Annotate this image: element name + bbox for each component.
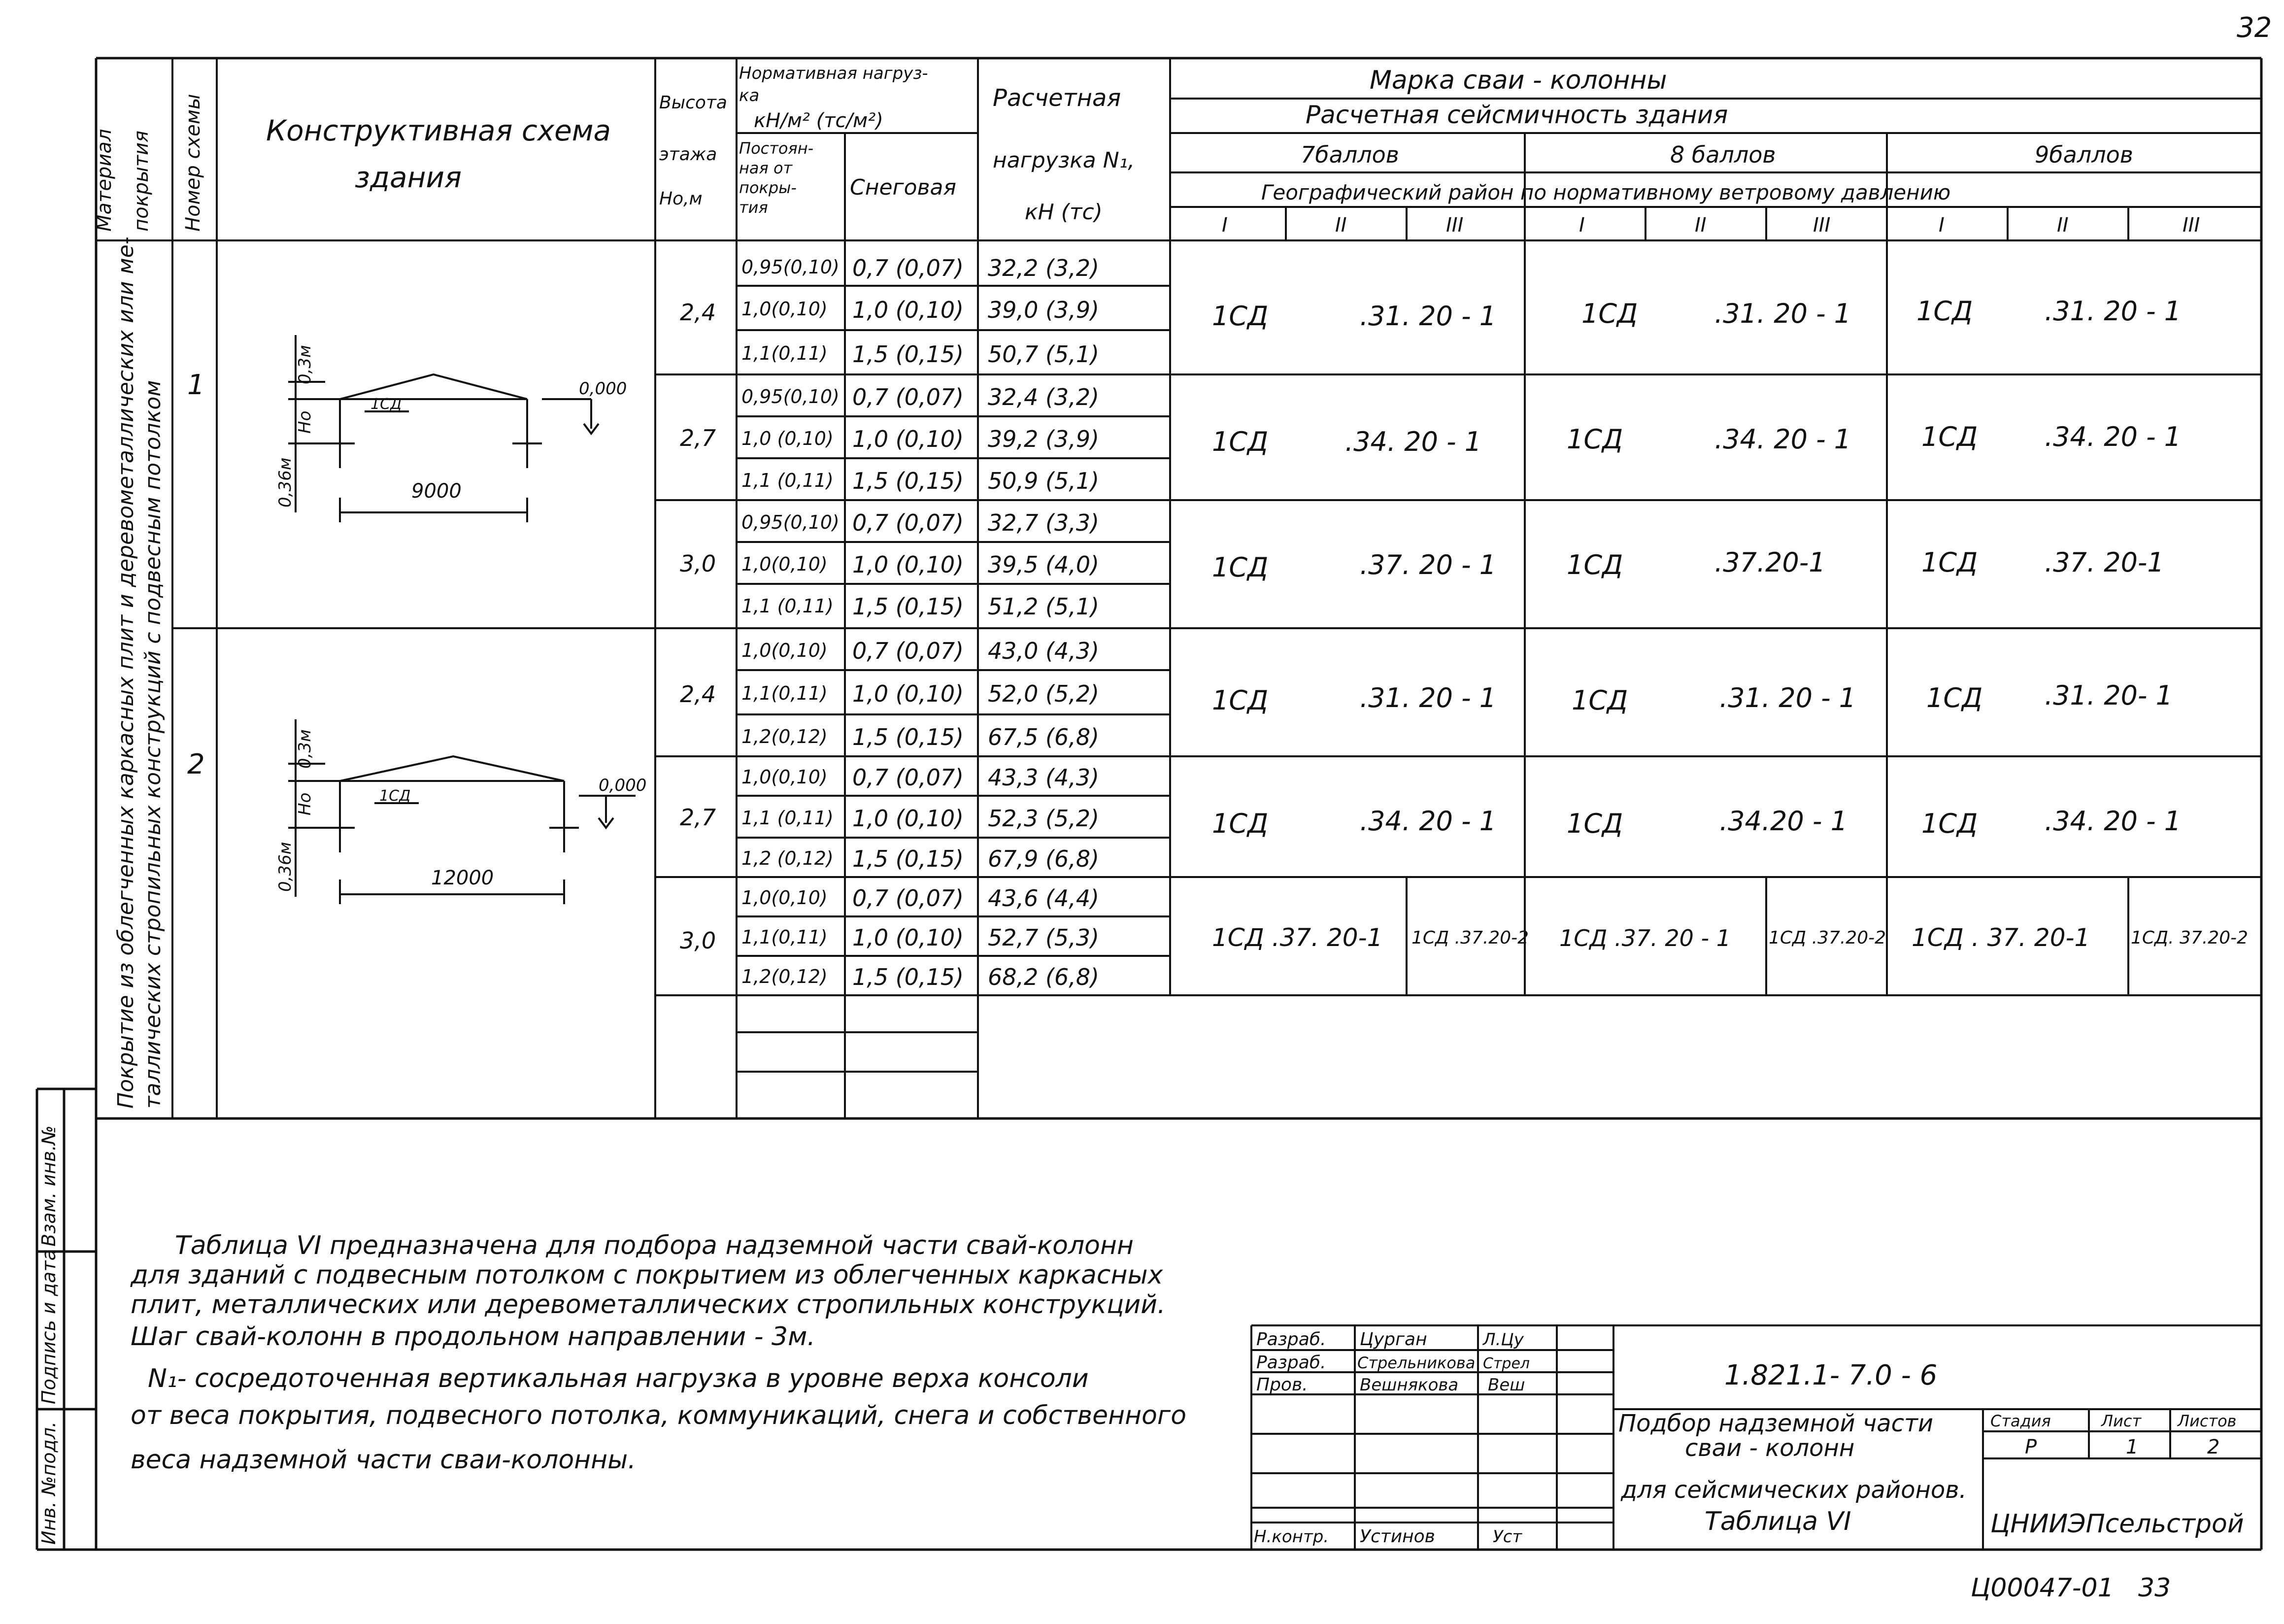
header-wind-region: Географический район по нормативному ветровому давлению bbox=[1261, 180, 1951, 204]
mark-code: .31. 20 - 1 bbox=[1714, 298, 1851, 329]
height-cell: 2,7 bbox=[680, 425, 716, 451]
mark-code: .31. 20- 1 bbox=[2045, 680, 2173, 711]
design-cell: 39,0 (3,9) bbox=[988, 297, 1100, 323]
design-cell: 32,2 (3,2) bbox=[988, 255, 1100, 281]
header-normative-load: Нормативная нагруз- bbox=[739, 64, 928, 83]
design-cell: 52,3 (5,2) bbox=[988, 805, 1100, 832]
snow-cell: 0,7 (0,07) bbox=[852, 885, 964, 912]
note-line: Таблица VI предназначена для подбора надземной части свай-колонн bbox=[175, 1231, 1134, 1260]
side-stamp bbox=[38, 1125, 60, 1545]
snow-cell: 1,5 (0,15) bbox=[852, 341, 964, 368]
perm-cell: 0,95(0,10) bbox=[741, 256, 840, 278]
note-line: веса надземной части сваи-колонны. bbox=[131, 1445, 636, 1475]
mark-split-b: 1СД .37.20-2 bbox=[1769, 928, 1886, 948]
person-name: Стрельникова bbox=[1357, 1353, 1476, 1372]
design-cell: 32,4 (3,2) bbox=[988, 384, 1100, 410]
header-height: Высота bbox=[659, 93, 727, 113]
title-block bbox=[1254, 1329, 2244, 1547]
mark-code: .31. 20 - 1 bbox=[1360, 301, 1497, 332]
doc-title-line: сваи - колонн bbox=[1685, 1434, 1855, 1462]
header-permanent-3: покры- bbox=[739, 178, 797, 197]
snow-cell: 1,0 (0,10) bbox=[852, 680, 964, 707]
height-cell: 2,4 bbox=[680, 681, 716, 708]
person-name: Устинов bbox=[1360, 1526, 1435, 1547]
region-label: III bbox=[2183, 214, 2200, 237]
mark-prefix: 1СД bbox=[1212, 552, 1269, 583]
perm-cell: 1,0(0,10) bbox=[741, 553, 828, 575]
mark-code: .34. 20 - 1 bbox=[2045, 806, 2182, 837]
snow-cell: 1,5 (0,15) bbox=[852, 593, 964, 620]
side-stamp-vzam: Взам. инв.№ bbox=[38, 1125, 60, 1247]
perm-cell: 1,1 (0,11) bbox=[741, 595, 834, 617]
perm-cell: 1,0(0,10) bbox=[741, 298, 828, 320]
mark-prefix: 1СД bbox=[1567, 424, 1623, 455]
mark-code: .37. 20 - 1 bbox=[1360, 549, 1497, 580]
role-label: Н.контр. bbox=[1254, 1527, 1329, 1547]
design-cell: 52,7 (5,3) bbox=[988, 924, 1100, 951]
role-label: Разраб. bbox=[1256, 1329, 1326, 1350]
region-label: I bbox=[1222, 214, 1228, 237]
design-cell: 50,9 (5,1) bbox=[988, 468, 1100, 494]
scheme-2-label-top: 0,3м bbox=[295, 729, 315, 769]
scheme-1-beam-label: 1СД bbox=[370, 396, 402, 413]
region-label: II bbox=[1335, 214, 1347, 237]
perm-cell: 1,2(0,12) bbox=[741, 966, 828, 987]
organization: ЦНИИЭПсельстрой bbox=[1990, 1509, 2244, 1539]
design-cell: 67,5 (6,8) bbox=[988, 724, 1100, 750]
perm-cell: 1,2 (0,12) bbox=[741, 847, 834, 869]
scheme-1-label-bottom: 0,36м bbox=[275, 457, 295, 508]
perm-cell: 1,1 (0,11) bbox=[741, 470, 834, 491]
stage-value: Р bbox=[2025, 1436, 2037, 1458]
height-cell: 3,0 bbox=[680, 550, 716, 577]
header-height-2: этажа bbox=[659, 144, 717, 165]
mark-split-a: 1СД .37. 20 - 1 bbox=[1559, 925, 1731, 951]
mark-prefix: 1СД bbox=[1212, 685, 1269, 716]
perm-cell: 1,0(0,10) bbox=[741, 640, 828, 661]
mark-code: .31. 20 - 1 bbox=[1360, 682, 1497, 713]
height-cell: 3,0 bbox=[680, 927, 716, 954]
mark-prefix: 1СД bbox=[1921, 421, 1978, 452]
role-label: Разраб. bbox=[1256, 1353, 1326, 1373]
mark-split-a: 1СД .37. 20-1 bbox=[1212, 923, 1383, 952]
scheme-2-span: 12000 bbox=[431, 867, 494, 889]
snow-cell: 0,7 (0,07) bbox=[852, 509, 964, 536]
height-cell: 2,4 bbox=[680, 299, 716, 326]
mark-prefix: 1СД bbox=[1212, 301, 1269, 332]
snow-cell: 1,0 (0,10) bbox=[852, 551, 964, 578]
design-cell: 39,5 (4,0) bbox=[988, 551, 1100, 578]
design-cell: 32,7 (3,3) bbox=[988, 509, 1100, 536]
side-stamp-inv: Инв. №подл. bbox=[38, 1421, 60, 1545]
region-labels bbox=[1222, 214, 2200, 237]
header-balls-9: 9баллов bbox=[2035, 141, 2133, 168]
design-cell: 50,7 (5,1) bbox=[988, 341, 1100, 368]
design-cell: 67,9 (6,8) bbox=[988, 846, 1100, 872]
table-grid bbox=[96, 58, 2261, 1118]
header-design-load-2: нагрузка N₁, bbox=[993, 148, 1135, 173]
snow-cell: 0,7 (0,07) bbox=[852, 384, 964, 410]
mark-prefix: 1СД bbox=[1212, 426, 1269, 457]
mark-code: .34. 20 - 1 bbox=[1345, 426, 1482, 457]
header-scheme-title-2: здания bbox=[355, 161, 462, 194]
perm-cell: 1,1(0,11) bbox=[741, 926, 828, 948]
archive-number: 33 bbox=[2138, 1573, 2171, 1603]
design-cell: 52,0 (5,2) bbox=[988, 680, 1100, 707]
mark-code: .34. 20 - 1 bbox=[2045, 421, 2182, 452]
mark-code: .31. 20 - 1 bbox=[2045, 296, 2182, 327]
scheme-number-1: 1 bbox=[187, 369, 205, 401]
notes bbox=[130, 1231, 1186, 1475]
sheets-value: 2 bbox=[2207, 1436, 2220, 1458]
table-body bbox=[680, 255, 1099, 990]
sheet-label: Лист bbox=[2101, 1412, 2142, 1430]
mark-prefix: 1СД bbox=[1581, 298, 1638, 329]
doc-title-line: Таблица VI bbox=[1705, 1507, 1851, 1536]
scheme-1-label-h0: Но bbox=[295, 410, 315, 434]
scheme-2-beam-label: 1СД bbox=[379, 787, 411, 805]
person-name: Вешнякова bbox=[1360, 1375, 1459, 1395]
header-balls-8: 8 баллов bbox=[1670, 141, 1776, 168]
region-label: II bbox=[2057, 214, 2069, 237]
header-normative-load-3: кН/м² (тс/м²) bbox=[754, 109, 883, 132]
header-snow: Снеговая bbox=[850, 175, 956, 200]
design-cell: 39,2 (3,9) bbox=[988, 426, 1100, 452]
archive-code: Ц00047-01 bbox=[1971, 1573, 2114, 1603]
header-permanent-4: тия bbox=[739, 198, 768, 217]
note-line: от веса покрытия, подвесного потолка, коммуникаций, снега и собственного bbox=[131, 1401, 1187, 1430]
perm-cell: 1,1(0,11) bbox=[741, 682, 828, 704]
scheme-1-span: 9000 bbox=[411, 480, 462, 503]
mark-prefix: 1СД bbox=[1212, 808, 1269, 839]
mark-code: .31. 20 - 1 bbox=[1719, 682, 1856, 713]
mark-prefix: 1СД bbox=[1921, 547, 1978, 578]
signature: Л.Цу bbox=[1483, 1330, 1524, 1350]
note-line: плит, металлических или деревометаллических стропильных конструкций. bbox=[131, 1290, 1166, 1320]
header-mark: Марка сваи - колонны bbox=[1370, 66, 1667, 95]
header-scheme-no: Номер схемы bbox=[182, 94, 204, 232]
mark-split-b: 1СД .37.20-2 bbox=[1411, 928, 1529, 948]
scheme-2-label-bottom: 0,36м bbox=[275, 842, 295, 892]
snow-cell: 1,5 (0,15) bbox=[852, 724, 964, 750]
table-header bbox=[93, 64, 2200, 237]
pile-marks bbox=[1212, 296, 2181, 839]
snow-cell: 1,0 (0,10) bbox=[852, 426, 964, 452]
header-material-2: покрытия bbox=[130, 130, 153, 232]
doc-code: 1.821.1- 7.0 - 6 bbox=[1724, 1359, 1938, 1391]
snow-cell: 1,0 (0,10) bbox=[852, 805, 964, 832]
design-cell: 43,6 (4,4) bbox=[988, 885, 1100, 912]
design-cell: 43,0 (4,3) bbox=[988, 638, 1100, 664]
region-label: II bbox=[1695, 214, 1707, 237]
snow-cell: 0,7 (0,07) bbox=[852, 255, 964, 281]
perm-cell: 0,95(0,10) bbox=[741, 386, 840, 407]
scheme-1-label-top: 0,3м bbox=[295, 345, 315, 384]
header-permanent: Постоян- bbox=[739, 139, 814, 158]
height-cell: 2,7 bbox=[680, 804, 716, 831]
snow-cell: 0,7 (0,07) bbox=[852, 638, 964, 664]
header-permanent-2: ная от bbox=[739, 159, 793, 177]
perm-cell: 1,1 (0,11) bbox=[741, 807, 834, 829]
snow-cell: 1,5 (0,15) bbox=[852, 468, 964, 494]
header-normative-load-2: ка bbox=[739, 86, 760, 105]
mark-code: .37. 20-1 bbox=[2045, 547, 2164, 578]
note-line: N₁- сосредоточенная вертикальная нагрузка в уровне верха консоли bbox=[148, 1364, 1089, 1393]
perm-cell: 1,0(0,10) bbox=[741, 766, 828, 788]
region-label: I bbox=[1579, 214, 1585, 237]
snow-cell: 1,0 (0,10) bbox=[852, 924, 964, 951]
snow-cell: 0,7 (0,07) bbox=[852, 764, 964, 791]
design-cell: 68,2 (6,8) bbox=[988, 964, 1100, 990]
note-line: для зданий с подвесным потолком с покрытием из облегченных каркасных bbox=[131, 1260, 1163, 1290]
perm-cell: 1,2(0,12) bbox=[741, 726, 828, 747]
header-design-load-3: кН (тс) bbox=[1025, 200, 1103, 225]
perm-cell: 1,1(0,11) bbox=[741, 342, 828, 364]
mark-split-b: 1СД. 37.20-2 bbox=[2131, 928, 2249, 948]
mark-prefix: 1СД bbox=[1567, 808, 1623, 839]
header-design-load: Расчетная bbox=[993, 84, 1121, 112]
signature: Уст bbox=[1493, 1527, 1522, 1547]
doc-title-line: для сейсмических районов. bbox=[1621, 1476, 1967, 1504]
scheme-1-level: 0,000 bbox=[579, 379, 627, 399]
region-label: III bbox=[1446, 214, 1464, 237]
header-height-3: Но,м bbox=[659, 189, 703, 209]
mark-code: .37.20-1 bbox=[1714, 547, 1826, 578]
scheme-2-label-h0: Но bbox=[295, 792, 315, 815]
design-cell: 43,3 (4,3) bbox=[988, 764, 1100, 791]
material-text-line-1: Покрытие из облегченных каркасных плит и деревометаллических или ме- bbox=[113, 237, 138, 1109]
stage-label: Стадия bbox=[1990, 1412, 2051, 1430]
scheme-2-level: 0,000 bbox=[599, 776, 647, 795]
sheet-value: 1 bbox=[2126, 1436, 2139, 1458]
region-label: I bbox=[1939, 214, 1945, 237]
header-scheme-title: Конструктивная схема bbox=[266, 114, 611, 147]
snow-cell: 1,0 (0,10) bbox=[852, 297, 964, 323]
snow-cell: 1,5 (0,15) bbox=[852, 846, 964, 872]
mark-code: .34. 20 - 1 bbox=[1714, 424, 1851, 455]
sheets-label: Листов bbox=[2178, 1412, 2237, 1430]
mark-prefix: 1СД bbox=[1921, 808, 1978, 839]
perm-cell: 0,95(0,10) bbox=[741, 511, 840, 533]
page-number: 32 bbox=[2237, 12, 2272, 44]
snow-cell: 1,5 (0,15) bbox=[852, 964, 964, 990]
pile-marks-split bbox=[1212, 923, 2248, 952]
signature: Стрел bbox=[1483, 1355, 1530, 1372]
mark-code: .34.20 - 1 bbox=[1719, 806, 1847, 837]
side-stamp-sign-date: Подпись и дата bbox=[38, 1249, 60, 1404]
mark-prefix: 1СД bbox=[1916, 296, 1973, 327]
design-cell: 51,2 (5,1) bbox=[988, 593, 1100, 620]
header-balls-7: 7баллов bbox=[1301, 141, 1399, 168]
material-description bbox=[113, 237, 166, 1109]
doc-title-line: Подбор надземной части bbox=[1618, 1410, 1934, 1437]
role-label: Пров. bbox=[1256, 1375, 1308, 1395]
mark-code: .34. 20 - 1 bbox=[1360, 806, 1497, 837]
material-text-line-2: таллических стропильных конструкций с подвесным потолком bbox=[140, 380, 166, 1109]
note-line: Шаг свай-колонн в продольном направлении - 3м. bbox=[131, 1322, 815, 1352]
mark-prefix: 1СД bbox=[1572, 685, 1628, 716]
scheme-number-2: 2 bbox=[187, 748, 205, 780]
header-material: Материал bbox=[93, 129, 116, 232]
perm-cell: 1,0(0,10) bbox=[741, 887, 828, 909]
region-label: III bbox=[1813, 214, 1831, 237]
mark-split-a: 1СД . 37. 20-1 bbox=[1912, 923, 2090, 952]
signature: Веш bbox=[1488, 1375, 1525, 1395]
perm-cell: 1,0 (0,10) bbox=[741, 428, 834, 449]
mark-prefix: 1СД bbox=[1926, 682, 1983, 713]
mark-prefix: 1СД bbox=[1567, 549, 1623, 580]
person-name: Цурган bbox=[1360, 1329, 1427, 1350]
header-seismicity: Расчетная сейсмичность здания bbox=[1306, 101, 1728, 129]
